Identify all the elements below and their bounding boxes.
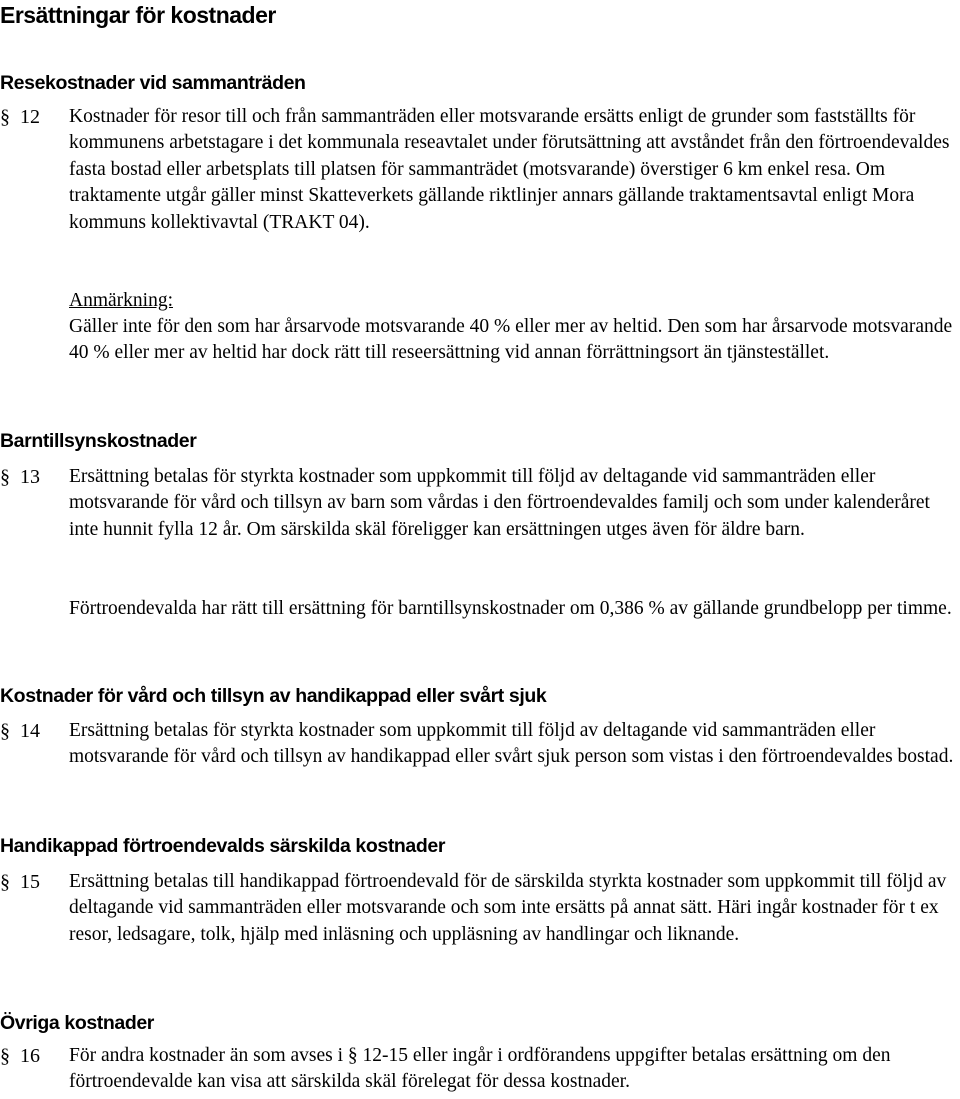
page-title: Ersättningar för kostnader — [0, 2, 276, 28]
paragraph-text: Ersättning betalas för styrkta kostnader som uppkommit till följd av deltagande vid sammanträden eller motsvarande för vård och tillsyn av barn som vårdas i den förtroendevaldes familj och som under kalenderåret inte hunnit fylla 12 år. Om särskilda skäl föreligger kan ersättningen utges även för äldre barn. — [69, 466, 930, 540]
section-heading: Övriga kostnader — [0, 1012, 154, 1034]
paragraph-mark-icon: § — [0, 106, 10, 128]
note-label: Anmärkning: — [69, 290, 173, 311]
paragraph-number: 14 — [20, 720, 40, 742]
paragraph-text-start: För andra kostnader än som avses i — [69, 1045, 344, 1066]
paragraph-text — [69, 1043, 959, 1096]
paragraph-mark-icon: § — [347, 1045, 358, 1066]
paragraph-mark-icon: § — [0, 466, 10, 488]
paragraph-number: 12 — [20, 106, 40, 128]
paragraph-number: 13 — [20, 466, 40, 488]
section-heading: Kostnader för vård och tillsyn av handikappad eller svårt sjuk — [0, 685, 547, 707]
paragraph-text-2: Förtroendevalda har rätt till ersättning för barntillsynskostnader om 0,386 % av gällande grundbelopp per timme. — [69, 598, 952, 619]
paragraph-mark-icon: § — [0, 720, 10, 742]
paragraph-text: Kostnader för resor till och från sammanträden eller motsvarande ersätts enligt de grunder som fastställts för kommunens arbetstagare i det kommunala reseavtalet under förutsättning att avståndet från den förtroendevaldes fasta bostad eller arbetsplats till platsen för sammanträdet (motsvarande) överstiger 6 km enkel resa. Om traktamente utgår gäller minst Skatteverkets gällande riktlinjer annars gällande traktamentsavtal enligt Mora kommuns kollektivavtal (TRAKT 04). — [69, 106, 950, 233]
paragraph-number: 15 — [20, 871, 40, 893]
paragraph-text-end: 12-15 eller ingår i ordförandens uppgifter betalas ersättning om den förtroendevalde kan visa att särskilda skäl förelegat för dessa kostnader. — [69, 1045, 891, 1093]
note-text: Gäller inte för den som har årsarvode motsvarande 40 % eller mer av heltid. Den som har årsarvode motsvarande 40 % eller mer av heltid har dock rätt till reseersättning vid annan förrättningsort än tjänstestället. — [69, 316, 953, 364]
paragraph-mark-icon: § — [0, 1045, 10, 1067]
paragraph-mark-icon: § — [0, 871, 10, 893]
section-heading: Resekostnader vid sammanträden — [0, 72, 306, 94]
paragraph-text: Ersättning betalas för styrkta kostnader som uppkommit till följd av deltagande vid sammanträden eller motsvarande för vård och tillsyn av handikappad eller svårt sjuk person som vistas i den förtroendevaldes bostad. — [69, 720, 954, 768]
section-heading: Barntillsynskostnader — [0, 430, 197, 452]
paragraph-number: 16 — [20, 1045, 40, 1067]
paragraph-text: Ersättning betalas till handikappad förtroendevald för de särskilda styrkta kostnader som uppkommit till följd av deltagande vid sammanträden eller motsvarande och som inte ersätts på annat sätt. Häri ingår kostnader för t ex resor, ledsagare, tolk, hjälp med inläsning och uppläsning av handlingar och liknande. — [69, 871, 947, 945]
section-heading: Handikappad förtroendevalds särskilda kostnader — [0, 835, 446, 857]
